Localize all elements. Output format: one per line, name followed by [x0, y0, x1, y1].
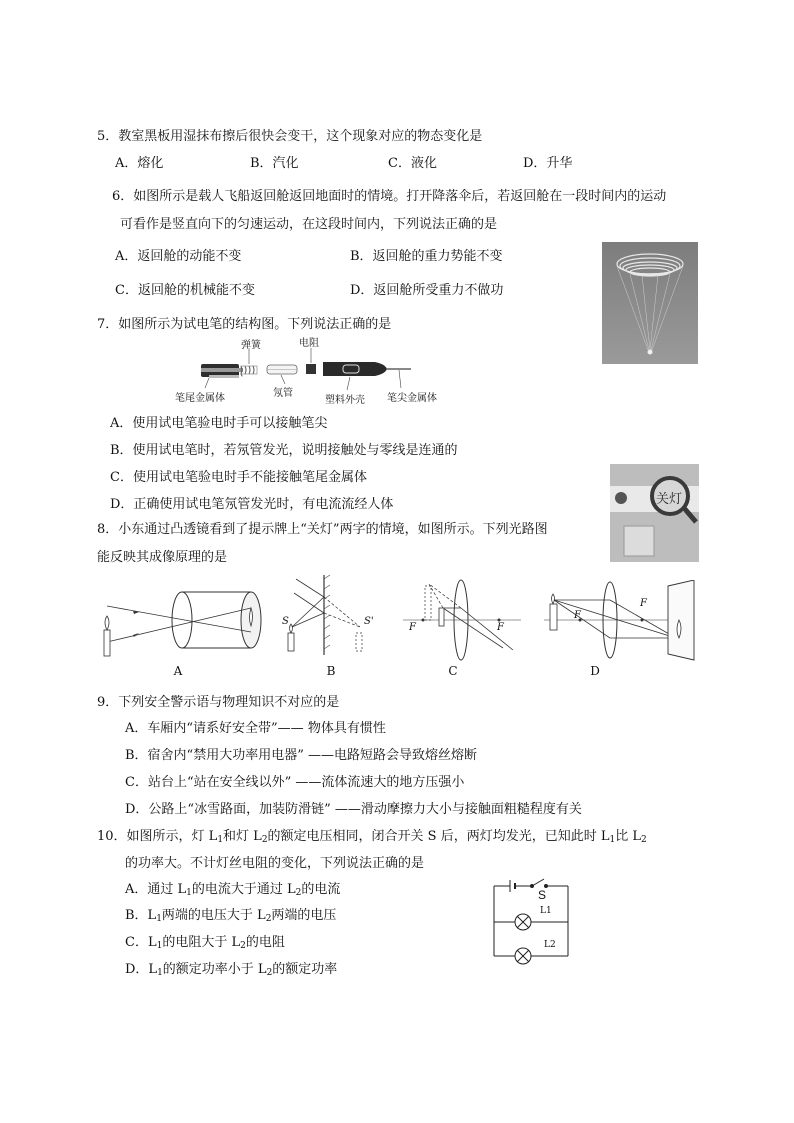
- q7-stem: 7．如图所示为试电笔的结构图。下列说法正确的是: [97, 317, 392, 332]
- q5-option-c: C．液化: [388, 156, 437, 171]
- parachute-photo: [602, 242, 698, 364]
- label-neon-tube: 氖管: [273, 388, 293, 399]
- q10-stem-line1: 10．如图所示，灯 $L_1$和灯 $L_2$的额定电压相同，闭合开关 S 后，两灯均发光，已知此时 $L_1$比 $L_2$: [97, 829, 647, 845]
- q6-stem-line2: 可看作是竖直向下的匀速运动，在这段时间内，下列说法正确的是: [120, 217, 498, 232]
- q6-option-a: A．返回舱的动能不变: [115, 249, 242, 264]
- q6-option-d: D．返回舱所受重力不做功: [350, 283, 504, 298]
- q5-stem: 5．教室黑板用湿抹布擦后很快会变干，这个现象对应的物态变化是: [97, 129, 483, 144]
- q5-option-d: D．升华: [523, 156, 573, 171]
- optics-diagram-d: [544, 580, 696, 664]
- label-shell: 塑料外壳: [325, 395, 365, 406]
- q9-option-c: C．站台上“站在安全线以外” ——流体流速大的地方压强小: [125, 775, 465, 790]
- label-spring: 弹簧: [241, 340, 261, 351]
- q7-option-a: A．使用试电笔验电时手可以接触笔尖: [110, 416, 328, 431]
- label-f-right-d: F: [640, 598, 647, 609]
- photo-sign-text: 关灯: [656, 492, 683, 507]
- q10-option-d: D．$L_1$的额定功率小于 $L_2$的额定功率: [125, 962, 338, 978]
- q6-stem-line1: 6．如图所示是载人飞船返回舱返回地面时的情境。打开降落伞后，若返回舱在一段时间内的运动: [112, 189, 667, 204]
- magnifier-sign-photo: [610, 464, 699, 562]
- label-tail-metal: 笔尾金属体: [175, 393, 225, 404]
- q9-option-b: B．宿舍内“禁用大功率用电器” ——电路短路会导致熔丝熔断: [125, 748, 477, 763]
- optics-diagram-c: [403, 578, 523, 664]
- label-switch-s: S: [538, 888, 547, 902]
- q9-option-d: D．公路上“冰雪路面，加装防滑链” ——滑动摩擦力大小与接触面粗糙程度有关: [125, 802, 582, 817]
- test-pen-figure: [175, 334, 437, 410]
- label-lamp2: L2: [544, 940, 556, 950]
- q5-option-a: A．熔化: [115, 156, 164, 171]
- optics-diagram-b: [280, 575, 380, 663]
- q9-stem: 9．下列安全警示语与物理知识不对应的是: [97, 695, 340, 710]
- optics-diagram-a: [103, 578, 268, 662]
- label-resistor: 电阻: [299, 338, 319, 349]
- caption-d: D: [590, 664, 600, 678]
- label-f-left-c: F: [409, 622, 416, 633]
- q10-option-a: A．通过 $L_1$的电流大于通过 $L_2$的电流: [125, 882, 341, 898]
- q6-option-c: C．返回舱的机械能不变: [115, 283, 255, 298]
- q10-option-c: C．$L_1$的电阻大于 $L_2$的电阻: [125, 935, 285, 951]
- q8-stem-line1: 8．小东通过凸透镜看到了提示牌上“关灯”两字的情境，如图所示。下列光路图: [97, 522, 548, 537]
- q10-option-b: B．$L_1$两端的电压大于 $L_2$两端的电压: [125, 908, 337, 924]
- q7-option-c: C．使用试电笔验电时手不能接触笔尾金属体: [110, 470, 367, 485]
- label-s: S: [282, 616, 289, 627]
- caption-b: B: [326, 664, 336, 678]
- label-s-prime: S': [364, 616, 374, 627]
- q7-option-d: D．正确使用试电笔氖管发光时，有电流流经人体: [110, 497, 394, 512]
- label-f-left-d: F: [574, 610, 581, 621]
- q6-option-b: B．返回舱的重力势能不变: [350, 249, 503, 264]
- q7-option-b: B．使用试电笔时，若氖管发光，说明接触处与零线是连通的: [110, 443, 458, 458]
- label-tip-metal: 笔尖金属体: [387, 393, 437, 404]
- caption-a: A: [173, 664, 183, 678]
- q8-stem-line2: 能反映其成像原理的是: [97, 550, 228, 565]
- circuit-diagram: [490, 876, 572, 968]
- label-f-right-c: F: [497, 622, 504, 633]
- q9-option-a: A．车厢内“请系好安全带”—— 物体具有惯性: [125, 721, 386, 736]
- label-lamp1: L1: [540, 906, 552, 916]
- q10-stem-line2: 的功率大。不计灯丝电阻的变化，下列说法正确的是: [125, 856, 425, 871]
- caption-c: C: [448, 664, 458, 678]
- q5-option-b: B．汽化: [250, 156, 299, 171]
